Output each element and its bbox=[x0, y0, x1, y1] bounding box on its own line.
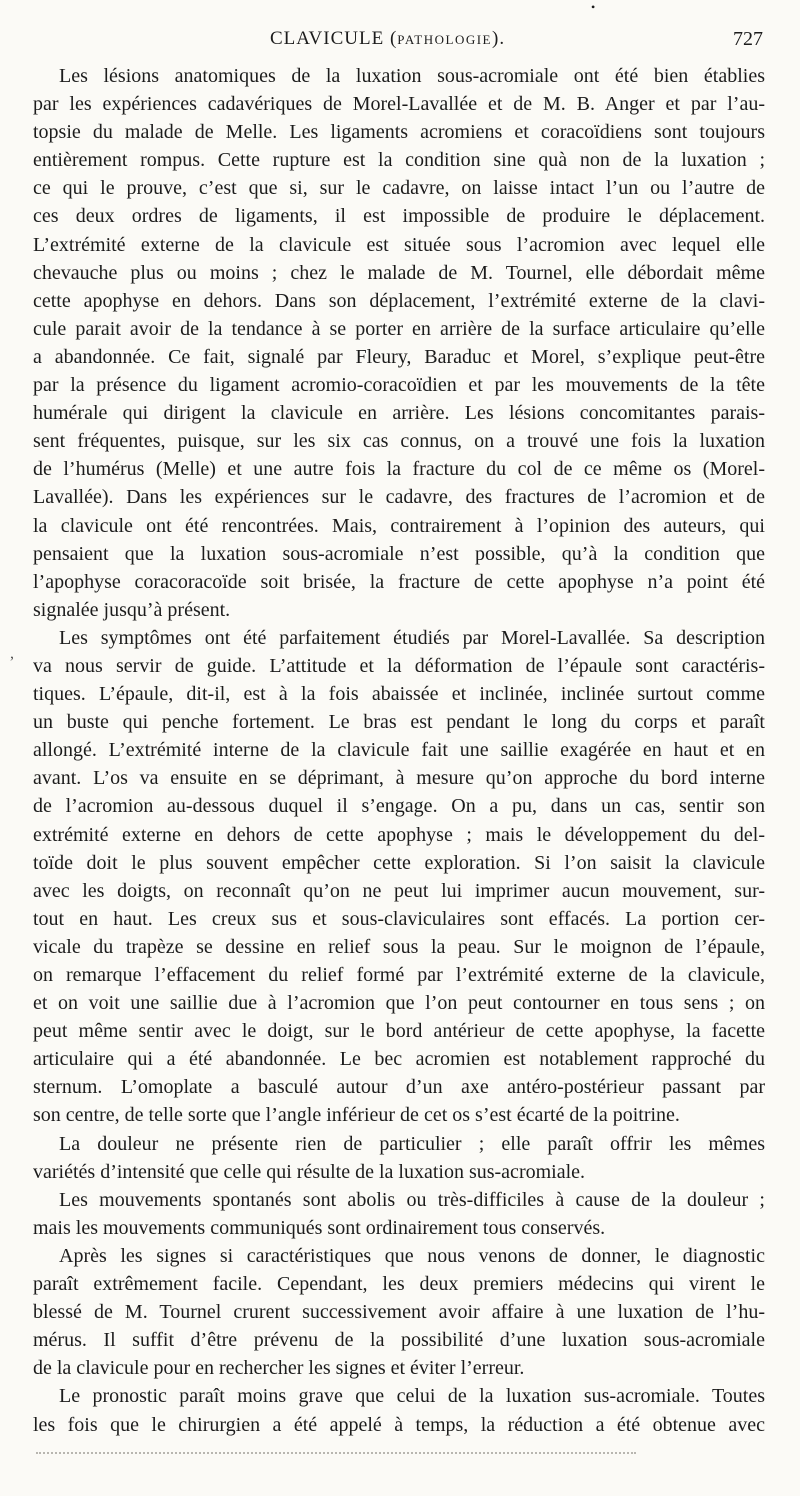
text-line: et on voit une saillie due à l’acromion que l’on peut contourner en tous sens ; on bbox=[33, 992, 765, 1015]
text-line: variétés d’intensité que celle qui résulte de la luxation sus-acromiale. bbox=[33, 1160, 586, 1183]
text-line: Les symptômes ont été parfaitement étudiés par Morel-Lavallée. Sa description bbox=[59, 626, 765, 649]
text-line: Le pronostic paraît moins grave que celui de la luxation sus-acromiale. Toutes bbox=[59, 1385, 765, 1408]
text-line: topsie du malade de Melle. Les ligaments acromiens et coracoïdiens sont toujours bbox=[33, 121, 765, 144]
text-line: Les lésions anatomiques de la luxation sous-acromiale ont été bien établies bbox=[59, 65, 765, 87]
text-line: ce qui le prouve, c’est que si, sur le cadavre, on laisse intact l’un ou l’autre de bbox=[33, 177, 765, 200]
text-line: La douleur ne présente rien de particulier ; elle paraît offrir les mêmes bbox=[59, 1132, 765, 1155]
text-line: blessé de M. Tournel crurent successivement avoir affaire à une luxation de l’hu- bbox=[33, 1301, 765, 1324]
text-line: cette apophyse en dehors. Dans son déplacement, l’extrémité externe de la clavi- bbox=[33, 289, 765, 312]
ink-speck: • bbox=[591, 0, 596, 14]
text-line: les fois que le chirurgien a été appelé à temps, la réduction a été obtenue avec bbox=[33, 1413, 765, 1436]
text-line: signalée jusqu’à présent. bbox=[33, 598, 231, 621]
text-line: mais les mouvements communiqués sont ordinairement tous conservés. bbox=[33, 1216, 606, 1239]
text-line: a abandonnée. Ce fait, signalé par Fleury, Baraduc et Morel, s’explique peut-être bbox=[33, 345, 765, 368]
text-line: paraît extrêmement facile. Cependant, les deux premiers médecins qui virent le bbox=[33, 1273, 765, 1296]
text-line: de l’acromion au-dessous duquel il s’engage. On a pu, dans un cas, sentir son bbox=[33, 795, 765, 818]
running-header bbox=[0, 28, 800, 58]
body-text bbox=[33, 62, 765, 1439]
text-line: chevauche plus ou moins ; chez le malade de M. Tournel, elle débordait même bbox=[33, 261, 765, 284]
text-line: pensaient que la luxation sous-acromiale n’est possible, qu’à la condition que bbox=[33, 542, 765, 565]
text-line: l’apophyse coracoracoïde soit brisée, la fracture de cette apophyse n’a point été bbox=[33, 570, 765, 593]
running-title-end: ). bbox=[492, 28, 506, 49]
running-title-main: CLAVICULE ( bbox=[270, 28, 398, 49]
running-title bbox=[270, 28, 505, 50]
text-line: Les mouvements spontanés sont abolis ou très-difficiles à cause de la douleur ; bbox=[59, 1188, 765, 1211]
page-number: 727 bbox=[733, 28, 763, 50]
running-title-subtitle: PATHOLOGIE bbox=[397, 32, 492, 47]
text-line: va nous servir de guide. L’attitude et la déformation de l’épaule sont caractéris- bbox=[33, 654, 765, 677]
text-line: son centre, de telle sorte que l’angle inférieur de cet os s’est écarté de la poitrine. bbox=[33, 1104, 680, 1127]
text-line: on remarque l’effacement du relief formé par l’extrémité externe de la clavicule, bbox=[33, 964, 765, 986]
text-line: par la présence du ligament acromio-coracoïdien et par les mouvements de la tête bbox=[33, 374, 765, 397]
text-line: tout en haut. Les creux sus et sous-claviculaires sont effacés. La portion cer- bbox=[33, 907, 765, 930]
text-line: avant. L’os va ensuite en se déprimant, à mesure qu’on approche du bord interne bbox=[33, 767, 765, 790]
text-line: ces deux ordres de ligaments, il est impossible de produire le déplacement. bbox=[33, 205, 765, 228]
text-line: L’extrémité externe de la clavicule est située sous l’acromion avec lequel elle bbox=[33, 233, 765, 256]
text-line: toïde doit le plus souvent empêcher cette exploration. Si l’on saisit la clavicule bbox=[33, 851, 765, 874]
text-line: vicale du trapèze se dessine en relief sous la peau. Sur le moignon de l’épaule, bbox=[33, 935, 765, 958]
text-line: par les expériences cadavériques de Morel-Lavallée et de M. B. Anger et par l’au- bbox=[33, 93, 765, 116]
text-line: Après les signes si caractéristiques que nous venons de donner, le diagnostic bbox=[59, 1244, 765, 1267]
text-line: humérale qui dirigent la clavicule en arrière. Les lésions concomitantes parais- bbox=[33, 402, 765, 425]
footer-rule bbox=[36, 1452, 636, 1454]
text-line: articulaire qui a été abandonnée. Le bec acromien est notablement rapproché du bbox=[33, 1048, 765, 1071]
text-line: peut même sentir avec le doigt, sur le bord antérieur de cette apophyse, la facette bbox=[33, 1020, 765, 1043]
text-line: sternum. L’omoplate a basculé autour d’un axe antéro-postérieur passant par bbox=[33, 1076, 765, 1099]
text-line: avec les doigts, on reconnaît qu’on ne peut lui imprimer aucun mouvement, sur- bbox=[33, 879, 765, 902]
text-line: mérus. Il suffit d’être prévenu de la possibilité d’une luxation sous-acromiale bbox=[33, 1329, 765, 1352]
text-line: de l’humérus (Melle) et une autre fois la fracture du col de ce même os (Morel- bbox=[33, 458, 765, 481]
text-line: tiques. L’épaule, dit-il, est à la fois abaissée et inclinée, inclinée surtout comme bbox=[33, 683, 765, 706]
text-line: la clavicule ont été rencontrées. Mais, contrairement à l’opinion des auteurs, qui bbox=[33, 514, 765, 537]
text-line: sent fréquentes, puisque, sur les six cas connus, on a trouvé une fois la luxation bbox=[33, 430, 765, 453]
text-line: entièrement rompus. Cette rupture est la condition sine quà non de la luxation ; bbox=[33, 149, 765, 172]
text-line: un buste qui penche fortement. Le bras est pendant le long du corps et paraît bbox=[33, 711, 765, 734]
text-line: cule parait avoir de la tendance à se porter en arrière de la surface articulaire qu’elle bbox=[33, 317, 765, 340]
text-line: allongé. L’extrémité interne de la clavicule fait une saillie exagérée en haut et en bbox=[33, 739, 765, 762]
text-line: extrémité externe en dehors de cette apophyse ; mais le développement du del- bbox=[33, 823, 765, 846]
text-line: de la clavicule pour en rechercher les signes et éviter l’erreur. bbox=[33, 1357, 525, 1380]
margin-mark: , bbox=[10, 645, 14, 662]
text-line: Lavallée). Dans les expériences sur le cadavre, des fractures de l’acromion et de bbox=[33, 486, 765, 509]
